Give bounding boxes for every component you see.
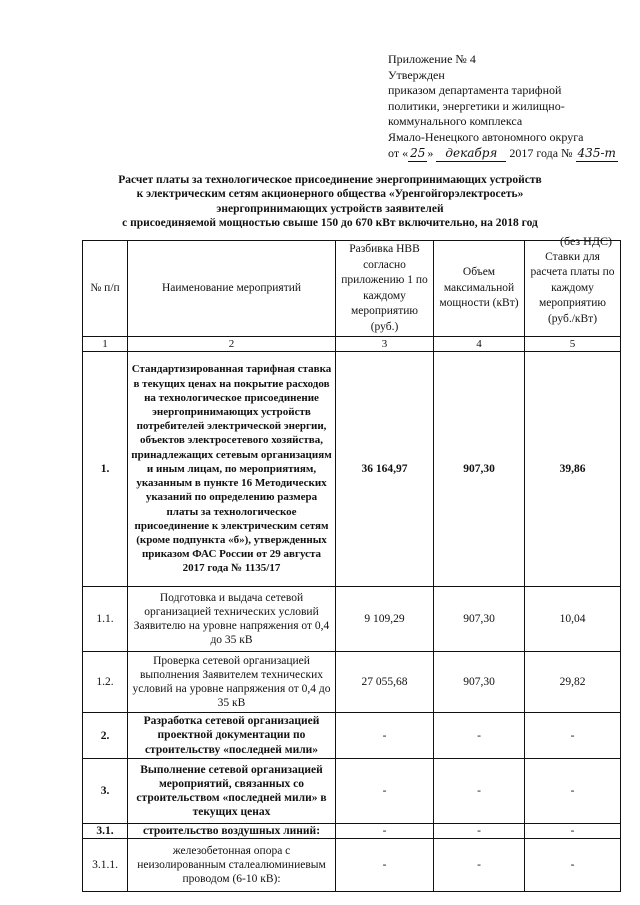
date-prefix: от « <box>388 145 409 160</box>
header-num: № п/п <box>83 241 128 337</box>
row-rate: - <box>525 839 621 892</box>
row-name: Разработка сетевой организацией проектной документации по строительству «последней мили» <box>128 713 336 759</box>
approval-line-complex: коммунального комплекса <box>388 114 523 129</box>
row-power: 907,30 <box>434 587 525 652</box>
row-nvv: 9 109,29 <box>336 587 434 652</box>
row-nvv: - <box>336 839 434 892</box>
date-mid: » <box>427 145 434 160</box>
row-power: - <box>434 759 525 824</box>
title-line-3: энергопринимающих устройств заявителей <box>216 202 444 215</box>
table-row <box>83 587 621 652</box>
row-num: 1.1. <box>83 587 128 652</box>
row-power: 907,30 <box>434 352 525 587</box>
fee-table <box>82 240 621 892</box>
date-day: 25 <box>408 146 427 163</box>
date-year: 2017 года № <box>509 145 573 160</box>
row-name: железобетонная опора с неизолированным сталеалюминиевым проводом (6-10 кВ): <box>128 839 336 892</box>
title-line-1: Расчет платы за технологическое присоединение энергопринимающих устройств <box>118 174 542 186</box>
date-month: декабря <box>436 146 506 163</box>
row-num: 3. <box>83 759 128 824</box>
col-number: 1 <box>83 337 128 352</box>
row-power: - <box>434 824 525 839</box>
header-nvv: Разбивка НВВ согласно приложению 1 по каждому мероприятию (руб.) <box>336 241 434 337</box>
row-rate: 10,04 <box>525 587 621 652</box>
approval-line-approved: Утвержден <box>388 67 445 82</box>
header-power: Объем максимальной мощности (кВт) <box>434 241 525 337</box>
order-number: 435-т <box>576 146 618 163</box>
row-nvv: 36 164,97 <box>336 352 434 587</box>
row-num: 1.2. <box>83 652 128 713</box>
row-name: Стандартизированная тарифная ставка в текущих ценах на покрытие расходов на технологическое присоединение энергопринимающих устройств потребителей электрической энергии, объектов электросетевого хозяйства, принадлежащих сетевым организациям и иным лицам, по мероприятиям, указанным в пункте 16 Методических указаний по определению размера платы за технологическое присоединение к электрическим сетям (кроме подпункта «б»), утвержденных приказом ФАС России от 29 августа 2017 года № 1135/17 <box>128 352 336 587</box>
header-rate: Ставки для расчета платы по каждому мероприятию (руб./кВт) <box>525 241 621 337</box>
row-nvv: - <box>336 713 434 759</box>
vat-note: (без НДС) <box>560 234 613 248</box>
row-rate: 29,82 <box>525 652 621 713</box>
table-row <box>83 839 621 892</box>
approval-date-line <box>388 146 628 163</box>
approval-line-order: приказом департамента тарифной <box>388 83 562 98</box>
row-power: 907,30 <box>434 652 525 713</box>
table-row <box>83 824 621 839</box>
table-header-row <box>83 241 621 337</box>
col-number: 4 <box>434 337 525 352</box>
row-nvv: - <box>336 824 434 839</box>
row-name: Проверка сетевой организацией выполнения Заявителем технических условий на уровне напряжения от 0,4 до 35 кВ <box>128 652 336 713</box>
approval-line-policy: политики, энергетики и жилищно- <box>388 98 565 113</box>
header-name: Наименование мероприятий <box>128 241 336 337</box>
row-nvv: - <box>336 759 434 824</box>
approval-line-appendix: Приложение № 4 <box>388 52 476 66</box>
row-power: - <box>434 839 525 892</box>
approval-line-region: Ямало-Ненецкого автономного округа <box>388 129 584 144</box>
row-num: 3.1. <box>83 824 128 839</box>
row-num: 3.1.1. <box>83 839 128 892</box>
col-number: 2 <box>128 337 336 352</box>
table-row <box>83 352 621 587</box>
row-rate: - <box>525 824 621 839</box>
row-rate: 39,86 <box>525 352 621 587</box>
row-num: 2. <box>83 713 128 759</box>
table-row <box>83 713 621 759</box>
document-title <box>60 173 600 231</box>
row-num: 1. <box>83 352 128 587</box>
row-name: строительство воздушных линий: <box>128 824 336 839</box>
row-name: Подготовка и выдача сетевой организацией технических условий Заявителю на уровне напряжения от 0,4 до 35 кВ <box>128 587 336 652</box>
row-power: - <box>434 713 525 759</box>
col-number: 5 <box>525 337 621 352</box>
row-name: Выполнение сетевой организацией мероприятий, связанных со строительством «последней мили» в текущих ценах <box>128 759 336 824</box>
table-row <box>83 652 621 713</box>
approval-block <box>388 52 628 162</box>
col-number: 3 <box>336 337 434 352</box>
column-number-row <box>83 337 621 352</box>
row-nvv: 27 055,68 <box>336 652 434 713</box>
table-row <box>83 759 621 824</box>
row-rate: - <box>525 713 621 759</box>
row-rate: - <box>525 759 621 824</box>
title-line-2: к электрическим сетям акционерного общества «Уренгойгорэлектросеть» <box>136 188 524 201</box>
title-line-4: с присоединяемой мощностью свыше 150 до 670 кВт включительно, на 2018 год <box>122 217 538 230</box>
